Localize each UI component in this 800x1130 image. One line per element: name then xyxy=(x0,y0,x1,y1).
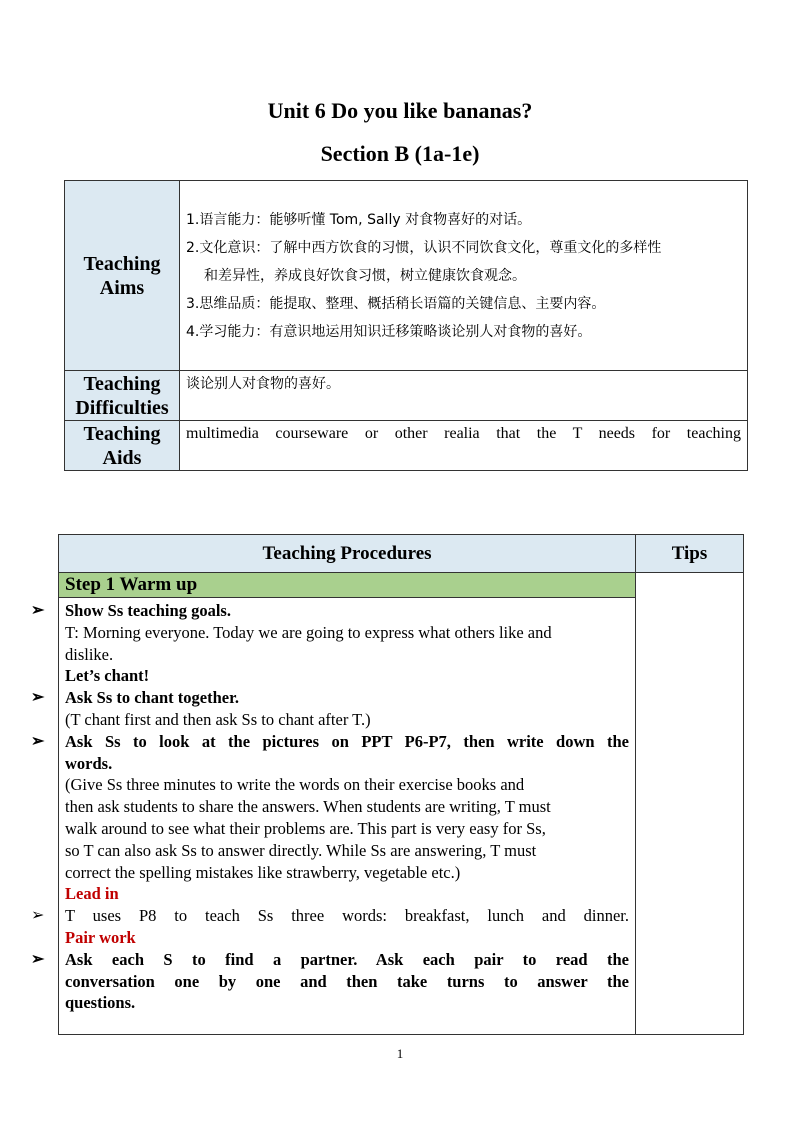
document-subtitle: Section B (1a-1e) xyxy=(320,141,480,166)
document-title: Unit 6 Do you like bananas? xyxy=(267,98,533,123)
procedure-line: ➢ Show Ss teaching goals. xyxy=(31,601,231,620)
procedure-line: correct the spelling mistakes like strawberry, vegetable etc.) xyxy=(65,862,461,882)
procedure-line: Let’s chant! xyxy=(65,666,150,686)
procedure-line: walk around to see what their problems are. This part is very easy for Ss, xyxy=(65,818,546,838)
step-title: Step 1 Warm up xyxy=(59,573,636,598)
tips-cell xyxy=(636,573,744,1035)
procedure-line: dislike. xyxy=(65,644,114,664)
procedure-line: then ask students to share the answers. When students are writing, T must xyxy=(65,797,551,817)
aids-label: Teaching Aids xyxy=(65,421,180,471)
procedure-line: (Give Ss three minutes to write the words on their exercise books and xyxy=(65,775,525,795)
procedures-header: Teaching Procedures xyxy=(59,535,636,573)
bullet-icon: ➢ xyxy=(31,732,45,750)
procedure-line: questions. xyxy=(65,993,136,1013)
procedure-line: ➢ Ask Ss to chant together. xyxy=(31,688,240,708)
procedure-line: ➢ Ask Ss to look at the pictures on PPT P6-P7, then write down the xyxy=(31,731,629,751)
page-number: 1 xyxy=(396,1046,404,1061)
procedure-line: (T chant first and then ask Ss to chant after T.) xyxy=(65,709,371,729)
teaching-aims-table xyxy=(64,180,748,471)
aims-content xyxy=(180,181,748,371)
aim-item: 3.思维品质：能提取、整理、概括稍长语篇的关键信息、主要内容。 xyxy=(186,295,606,312)
difficulties-label: Teaching Difficulties xyxy=(65,371,180,421)
tips-header: Tips xyxy=(636,535,744,573)
procedure-line: ➢ T uses P8 to teach Ss three words: breakfast, lunch and dinner. xyxy=(31,906,629,926)
bullet-icon: ➢ xyxy=(31,907,45,925)
aims-label: Teaching Aims xyxy=(65,181,180,371)
bullet-icon: ➢ xyxy=(31,689,45,707)
bullet-icon: ➢ xyxy=(31,602,45,619)
procedure-body xyxy=(31,598,636,1035)
procedure-line: ➢ Ask each S to find a partner. Ask each pair to read the xyxy=(31,949,629,969)
aim-item: 1.语言能力：能够听懂 Tom, Sally 对食物喜好的对话。 xyxy=(186,211,532,228)
aim-item: 4.学习能力：有意识地运用知识迁移策略谈论别人对食物的喜好。 xyxy=(186,323,592,340)
section-heading-lead-in: Lead in xyxy=(65,884,119,904)
procedure-line: conversation one by one and then take turns to answer the xyxy=(65,971,629,991)
section-heading-pair-work: Pair work xyxy=(65,927,136,947)
aids-content: multimedia courseware or other realia that the T needs for teaching xyxy=(180,421,748,471)
bullet-icon: ➢ xyxy=(31,950,45,968)
aim-item: 2.文化意识：了解中西方饮食的习惯，认识不同饮食文化，尊重文化的多样性 xyxy=(186,239,662,256)
difficulties-content: 谈论别人对食物的喜好。 xyxy=(180,371,748,421)
procedure-line: words. xyxy=(65,753,113,773)
aim-item: 和差异性，养成良好饮食习惯，树立健康饮食观念。 xyxy=(204,267,526,284)
procedure-line: so T can also ask Ss to answer directly. While Ss are answering, T must xyxy=(65,840,537,860)
teaching-procedures-table xyxy=(31,534,744,1035)
procedure-line: T: Morning everyone. Today we are going to express what others like and xyxy=(65,622,552,642)
